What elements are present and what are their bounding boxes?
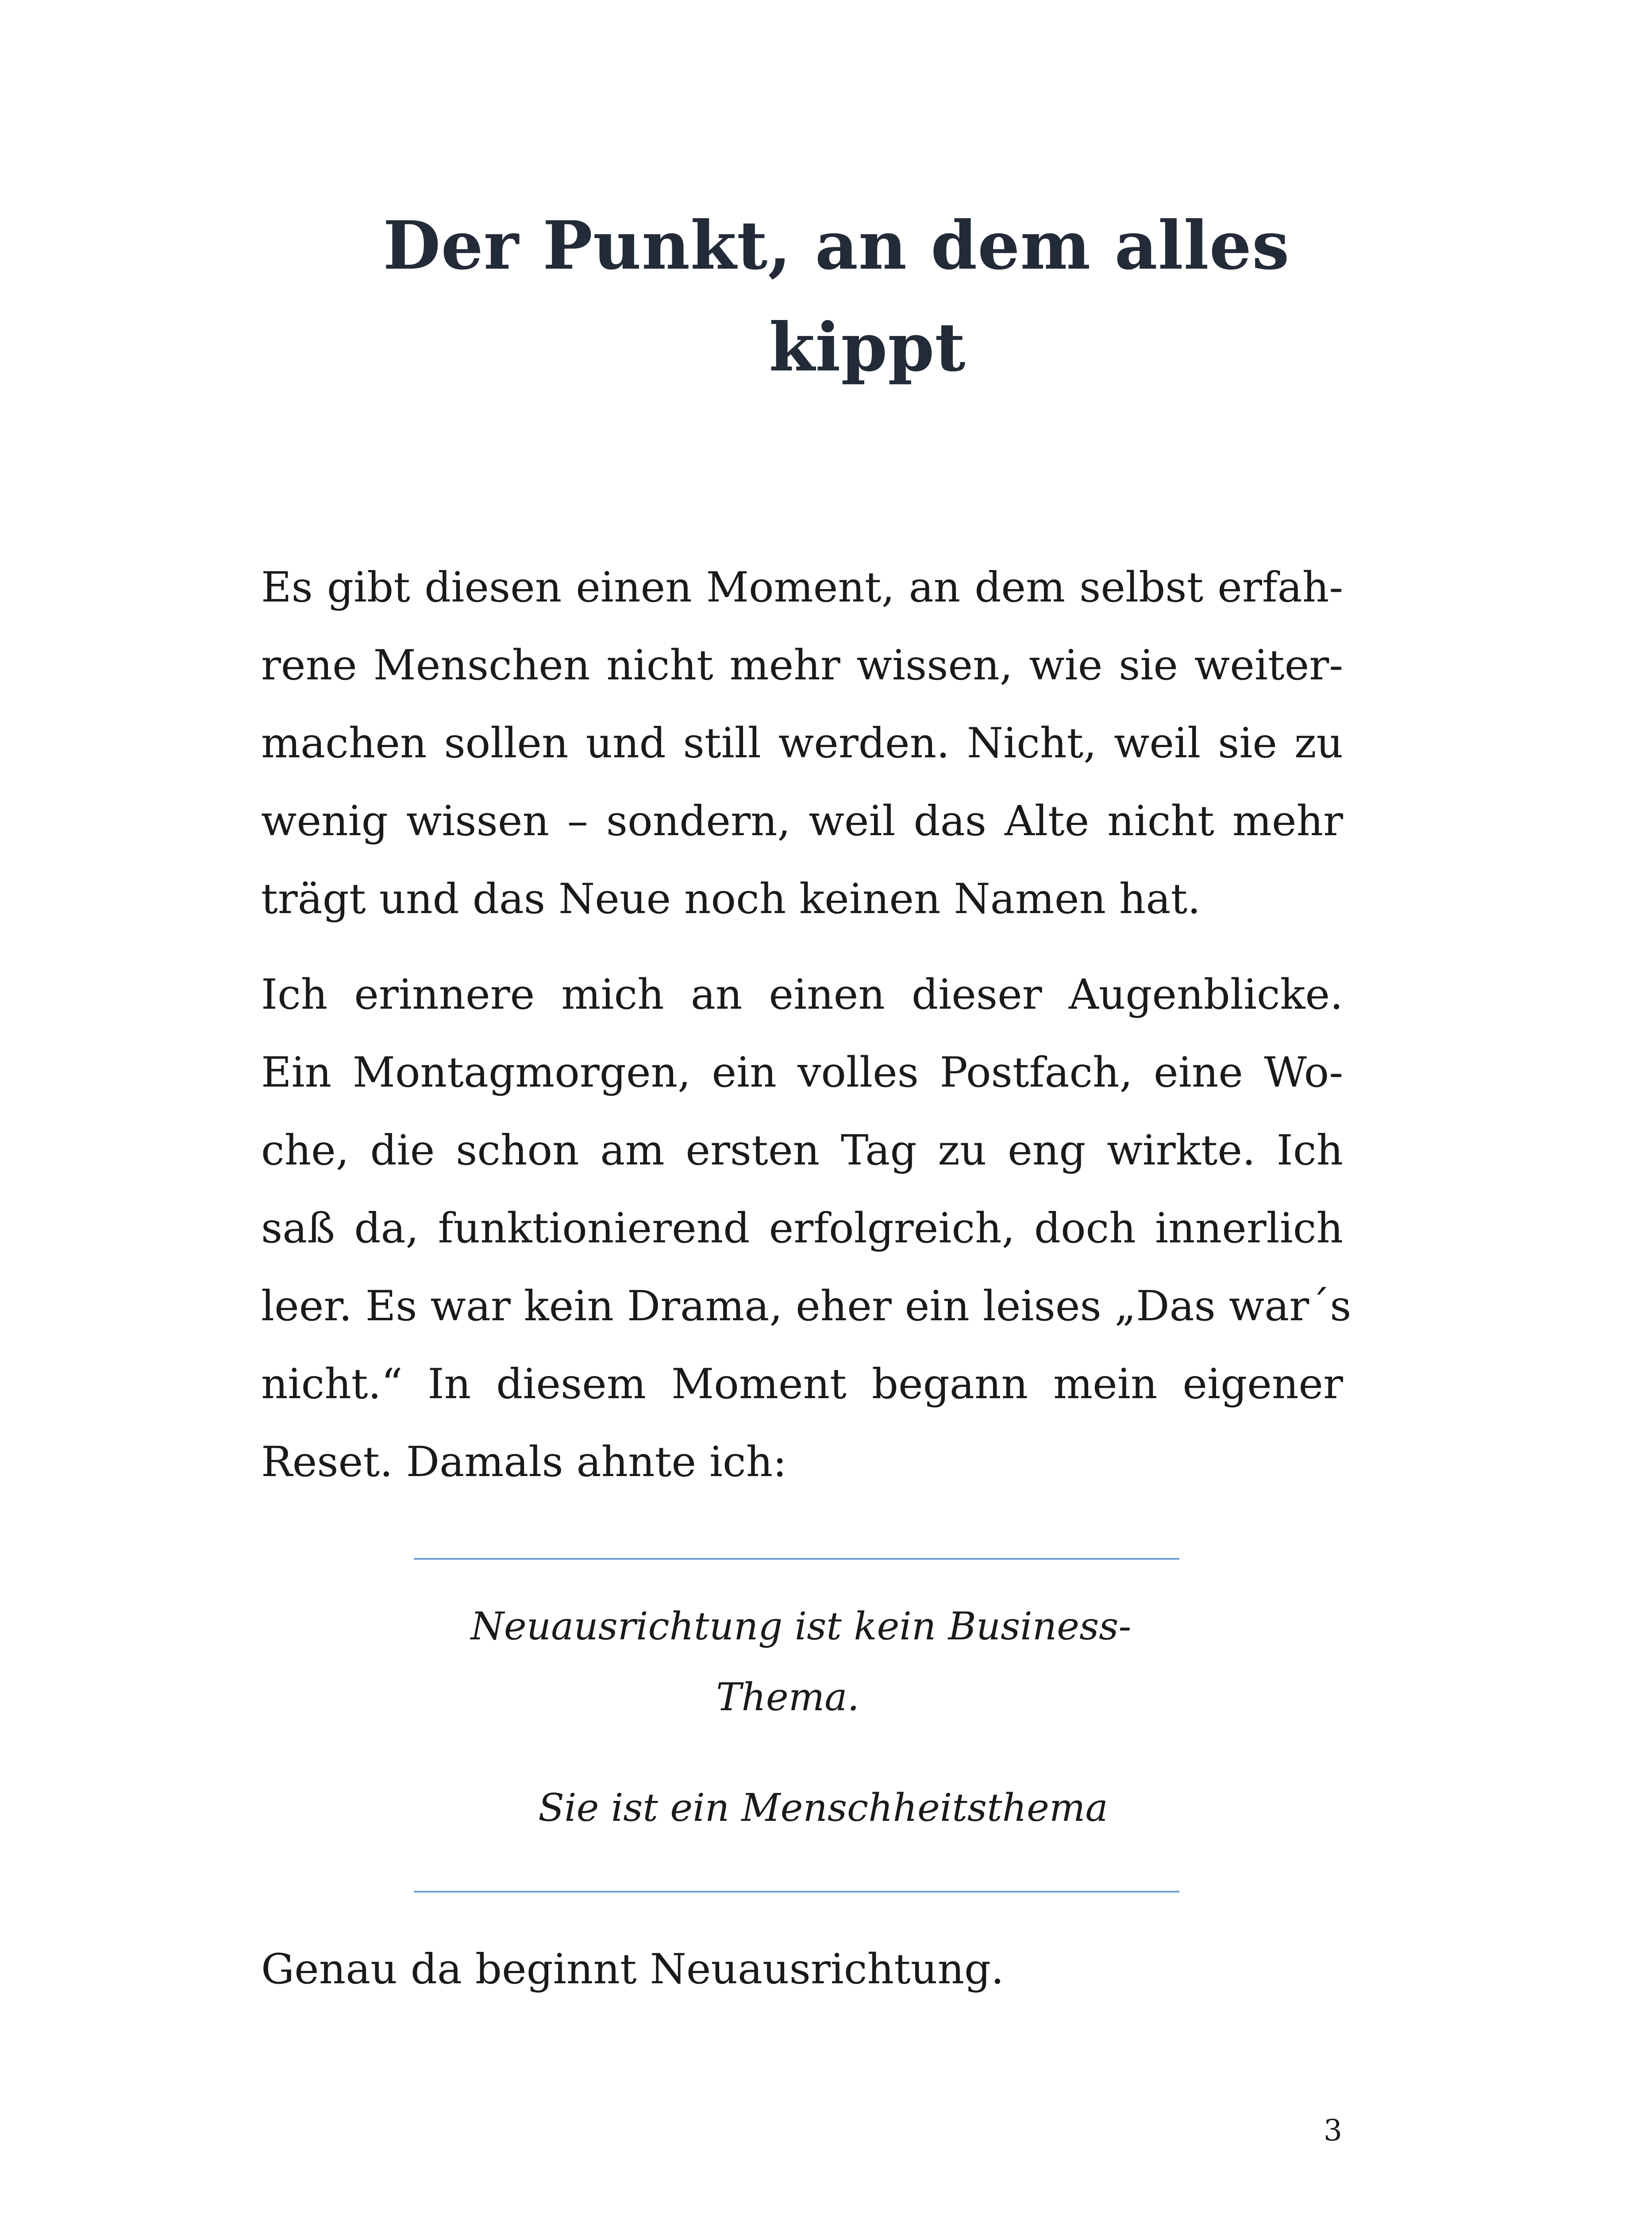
paragraph-1-line: rene Menschen nicht mehr wissen, wie sie weiter- bbox=[261, 641, 1343, 690]
closing-sentence: Genau da beginnt Neuausrichtung. bbox=[261, 1945, 1004, 1993]
paragraph-2-line: Reset. Damals ahnte ich: bbox=[261, 1438, 787, 1486]
chapter-title-line-2: kippt bbox=[769, 308, 966, 386]
page-number: 3 bbox=[1324, 2113, 1342, 2147]
quote-divider-top bbox=[414, 1558, 1179, 1560]
pull-quote-conclusion: Sie ist ein Menschheitsthema bbox=[538, 1786, 1108, 1830]
paragraph-1-line: machen sollen und still werden. Nicht, weil sie zu bbox=[261, 719, 1343, 767]
quote-divider-bottom bbox=[414, 1891, 1179, 1893]
paragraph-1 bbox=[261, 549, 1343, 938]
paragraph-2 bbox=[261, 956, 1352, 1501]
paragraph-1-line: trägt und das Neue noch keinen Namen hat. bbox=[261, 875, 1201, 923]
paragraph-2-line: saß da, funktionierend erfolgreich, doch innerlich bbox=[261, 1204, 1343, 1253]
pull-quote-line-1: Neuausrichtung ist kein Business- bbox=[470, 1604, 1132, 1649]
paragraph-2-line: Ein Montagmorgen, ein volles Postfach, eine Wo- bbox=[261, 1049, 1343, 1097]
paragraph-2-line: nicht.“ In diesem Moment begann mein eigener bbox=[261, 1360, 1343, 1408]
pull-quote-statement bbox=[414, 1591, 1179, 1733]
chapter-title bbox=[336, 195, 1336, 398]
paragraph-2-line: che, die schon am ersten Tag zu eng wirkte. Ich bbox=[261, 1126, 1343, 1175]
paragraph-1-line: wenig wissen – sondern, weil das Alte nicht mehr bbox=[261, 797, 1343, 845]
pull-quote-line-2: Thema. bbox=[716, 1675, 859, 1720]
paragraph-1-line: Es gibt diesen einen Moment, an dem selbst erfah- bbox=[261, 563, 1343, 612]
paragraph-2-line: leer. Es war kein Drama, eher ein leises „Das war´s bbox=[261, 1282, 1352, 1330]
chapter-title-line-1: Der Punkt, an dem alles bbox=[383, 207, 1290, 285]
paragraph-2-line: Ich erinnere mich an einen dieser Augenblicke. bbox=[261, 971, 1343, 1019]
